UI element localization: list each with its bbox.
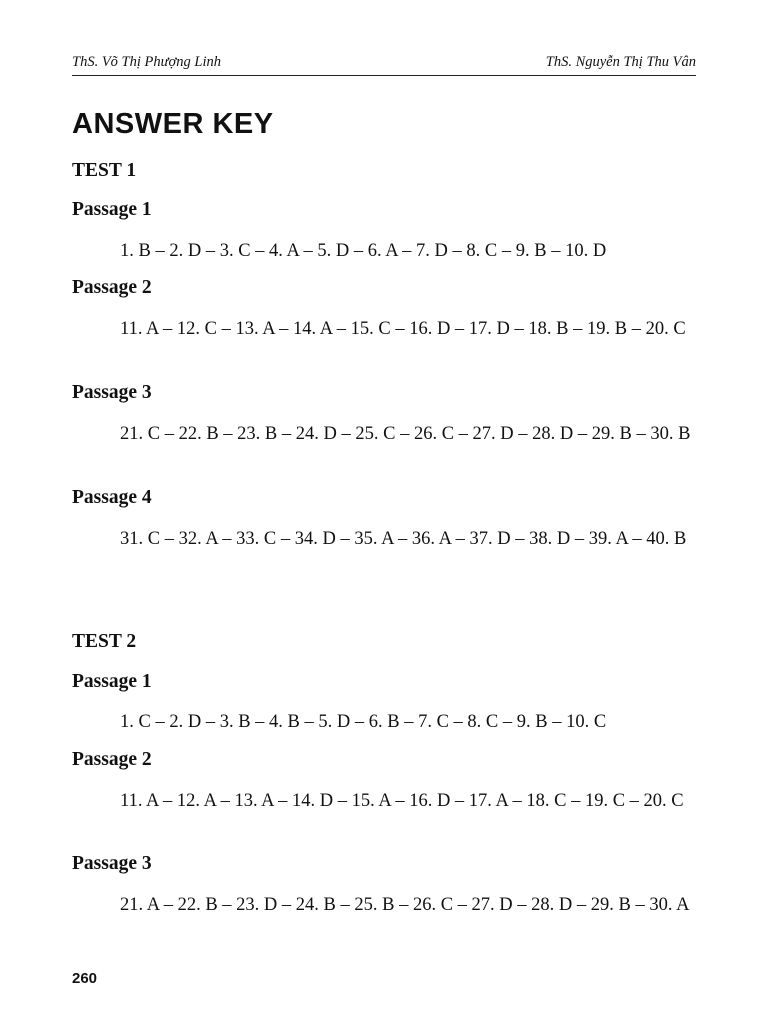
test-2-passage-3-answers-block xyxy=(72,892,696,918)
test-1-heading-block xyxy=(72,160,696,182)
test-1-passage-1 xyxy=(72,199,696,221)
test-2-passage-1 xyxy=(72,671,696,693)
header-right-author: ThS. Nguyễn Thị Thu Vân xyxy=(545,54,696,70)
passage-answers: 1. B – 2. D – 3. C – 4. A – 5. D – 6. A – 7. D – 8. C – 9. B – 10. D xyxy=(120,241,607,261)
test-1-passage-1-answers-block xyxy=(72,238,696,264)
passage-heading: Passage 3 xyxy=(72,853,152,874)
page-number: 260 xyxy=(72,970,98,987)
test-1-passage-2-answers-block xyxy=(72,316,696,342)
passage-heading: Passage 2 xyxy=(72,749,152,770)
running-header xyxy=(72,54,696,74)
passage-heading: Passage 1 xyxy=(72,671,152,692)
passage-answers: 31. C – 32. A – 33. C – 34. D – 35. A – 36. A – 37. D – 38. D – 39. A – 40. B xyxy=(120,529,687,549)
passage-heading: Passage 3 xyxy=(72,382,152,403)
header-rule xyxy=(72,75,696,76)
passage-heading: Passage 1 xyxy=(72,199,152,220)
passage-answers: 11. A – 12. A – 13. A – 14. D – 15. A – 16. D – 17. A – 18. C – 19. C – 20. C xyxy=(120,791,684,811)
test-2-passage-2 xyxy=(72,749,696,771)
test-1-passage-3-answers-block xyxy=(72,421,696,447)
test-heading: TEST 2 xyxy=(72,631,137,652)
passage-answers: 11. A – 12. C – 13. A – 14. A – 15. C – 16. D – 17. D – 18. B – 19. B – 20. C xyxy=(120,319,686,339)
test-2-heading-block xyxy=(72,631,696,653)
passage-answers: 1. C – 2. D – 3. B – 4. B – 5. D – 6. B – 7. C – 8. C – 9. B – 10. C xyxy=(120,712,607,732)
test-1-passage-4-answers-block xyxy=(72,526,696,552)
test-1-passage-2 xyxy=(72,277,696,299)
passage-answers: 21. A – 22. B – 23. D – 24. B – 25. B – 26. C – 27. D – 28. D – 29. B – 30. A xyxy=(120,895,690,915)
header-left-author: ThS. Võ Thị Phượng Linh xyxy=(72,54,221,70)
page-title: ANSWER KEY xyxy=(72,108,274,140)
test-1-passage-4 xyxy=(72,487,696,509)
passage-heading: Passage 4 xyxy=(72,487,152,508)
test-heading: TEST 1 xyxy=(72,160,137,181)
test-2-passage-1-answers-block xyxy=(72,709,696,735)
passage-answers: 21. C – 22. B – 23. B – 24. D – 25. C – 26. C – 27. D – 28. D – 29. B – 30. B xyxy=(120,424,691,444)
test-2-passage-2-answers-block xyxy=(72,788,696,814)
test-2-passage-3 xyxy=(72,853,696,875)
test-1-passage-3 xyxy=(72,382,696,404)
passage-heading: Passage 2 xyxy=(72,277,152,298)
